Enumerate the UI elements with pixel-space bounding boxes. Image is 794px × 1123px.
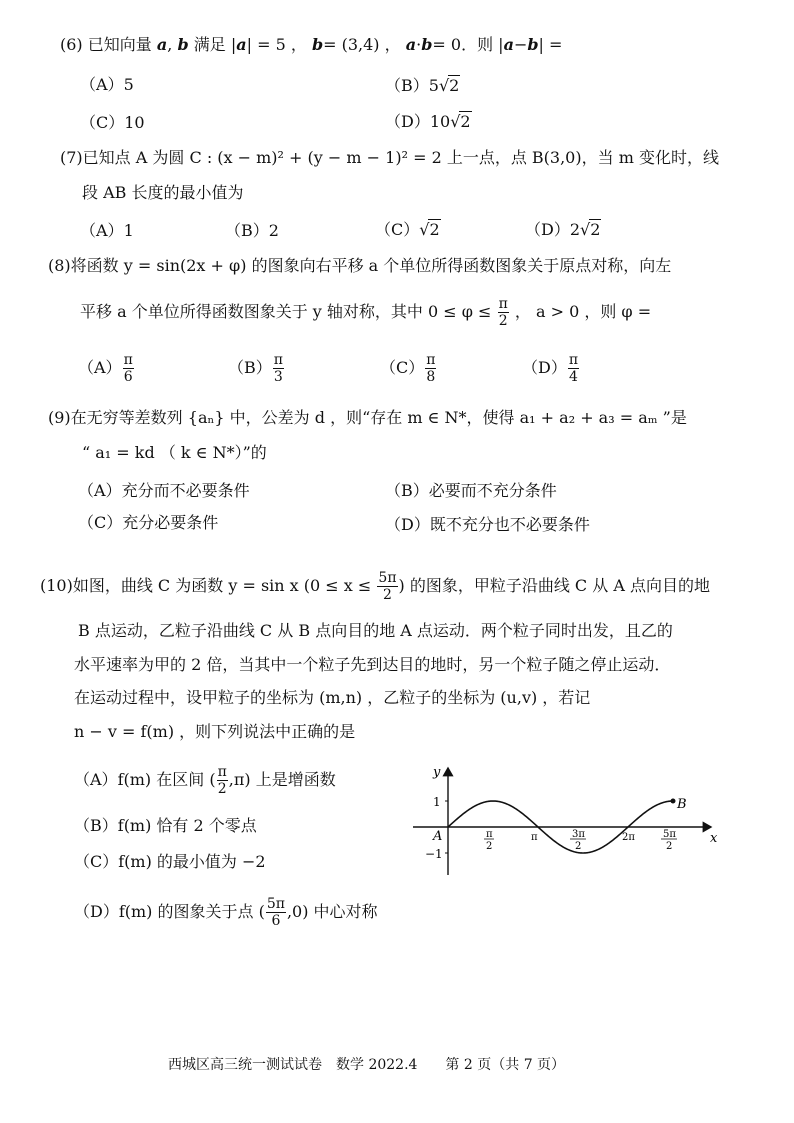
x-tick-3pi-half-num: 3π bbox=[572, 829, 585, 840]
option-10a[interactable]: （A）f(m) 在区间 ( $\frac{\pi}{2}$ ,π) 上是增函数 bbox=[74, 764, 336, 797]
question-7-stem-line1: (7)已知点 A 为圆 C : (x − m)² + (y − m − 1)² = 2 上一点，点 B(3,0)，当 m 变化时，线 bbox=[60, 148, 719, 167]
option-7d[interactable]: （D）2√2 bbox=[525, 220, 601, 239]
option-7c[interactable]: （C）√2 bbox=[375, 220, 440, 239]
option-7b[interactable]: （B）2 bbox=[225, 221, 279, 240]
option-9c[interactable]: （C）充分必要条件 bbox=[78, 513, 219, 532]
point-b-marker bbox=[671, 799, 676, 804]
option-10d[interactable]: （D）f(m) 的图象关于点 ( $\frac{5\pi}{6}$ ,0) 中心对称 bbox=[74, 896, 378, 929]
option-9b[interactable]: （B）必要而不充分条件 bbox=[385, 481, 557, 500]
option-9a[interactable]: （A）充分而不必要条件 bbox=[78, 481, 250, 500]
x-tick-pi-half-den: 2 bbox=[486, 841, 493, 852]
question-10-stem-line2: B 点运动，乙粒子沿曲线 C 从 B 点向目的地 A 点运动．两个粒子同时出发，且乙的 bbox=[78, 621, 673, 640]
option-10b[interactable]: （B）f(m) 恰有 2 个零点 bbox=[74, 816, 257, 835]
y-tick-neg1: −1 bbox=[425, 847, 443, 861]
x-tick-2pi: 2π bbox=[622, 832, 635, 843]
option-7a[interactable]: （A）1 bbox=[80, 221, 134, 240]
question-8-stem-line1: (8)将函数 y = sin(2x + φ) 的图象向右平移 a 个单位所得函数图象关于原点对称，向左 bbox=[48, 256, 672, 275]
fraction-5pi-over-2: $\frac{5\pi}{2}$ bbox=[378, 570, 397, 603]
question-7-stem-line2: 段 AB 长度的最小值为 bbox=[82, 183, 244, 202]
question-10-stem-line1: (10)如图，曲线 C 为函数 y = sin x (0 ≤ x ≤ $\frac{5\pi}{2}$ ) 的图象，甲粒子沿曲线 C 从 A 点向目的地 bbox=[40, 570, 710, 603]
option-6c[interactable]: （C）10 bbox=[80, 113, 145, 132]
option-8b[interactable]: （B） $\frac{\pi}{3}$ bbox=[228, 352, 283, 385]
x-tick-pi-half-num: π bbox=[486, 829, 493, 840]
question-10-stem-line5: n − v = f(m) ，则下列说法中正确的是 bbox=[74, 722, 356, 741]
fraction-pi-over-2: $\frac{\pi}{2}$ bbox=[498, 296, 508, 329]
question-9-stem-line1: (9)在无穷等差数列 {aₙ} 中，公差为 d ，则“存在 m ∈ N*，使得 a₁ + a₂ + a₃ = aₘ ”是 bbox=[48, 408, 687, 427]
question-8-stem-line2: 平移 a 个单位所得函数图象关于 y 轴对称，其中 0 ≤ φ ≤ $\frac{\pi}{2}$ ， a > 0 ，则 φ = bbox=[80, 296, 652, 329]
x-axis-label: x bbox=[710, 831, 718, 846]
x-tick-pi: π bbox=[531, 832, 538, 843]
option-6d[interactable]: （D）10√2 bbox=[385, 112, 471, 131]
option-10c[interactable]: （C）f(m) 的最小值为 −2 bbox=[74, 852, 266, 871]
x-tick-5pi-half-num: 5π bbox=[663, 829, 676, 840]
option-8a[interactable]: （A） $\frac{\pi}{6}$ bbox=[78, 352, 133, 385]
option-6a[interactable]: （A）5 bbox=[80, 75, 134, 94]
page-footer: 西城区高三统一测试试卷 数学 2022.4 第 2 页（共 7 页） bbox=[168, 1057, 566, 1073]
end-point-label: B bbox=[677, 797, 687, 812]
option-8c[interactable]: （C） $\frac{\pi}{8}$ bbox=[380, 352, 436, 385]
x-tick-3pi-half-den: 2 bbox=[575, 841, 582, 852]
question-9-stem-line2: “ a₁ = kd （ k ∈ N*）”的 bbox=[82, 443, 267, 462]
x-tick-5pi-half-den: 2 bbox=[666, 841, 673, 852]
option-9d[interactable]: （D）既不充分也不必要条件 bbox=[385, 515, 590, 534]
question-6-stem: (6) 已知向量 a, b 满足 |a| = 5 ， b= (3,4) ， a·b= 0．则 |a−b| = bbox=[60, 35, 563, 54]
y-axis-label: y bbox=[433, 765, 441, 780]
option-8d[interactable]: （D） $\frac{\pi}{4}$ bbox=[522, 352, 579, 385]
question-10-stem-line3: 水平速率为甲的 2 倍，当其中一个粒子先到达目的地时，另一个粒子随之停止运动． bbox=[74, 655, 671, 674]
question-10-stem-line4: 在运动过程中，设甲粒子的坐标为 (m,n) ，乙粒子的坐标为 (u,v) ，若记 bbox=[74, 688, 591, 707]
sine-curve-figure bbox=[405, 762, 725, 880]
option-6b[interactable]: （B）5√2 bbox=[385, 76, 460, 95]
y-tick-1: 1 bbox=[433, 795, 441, 809]
origin-label: A bbox=[433, 829, 443, 844]
